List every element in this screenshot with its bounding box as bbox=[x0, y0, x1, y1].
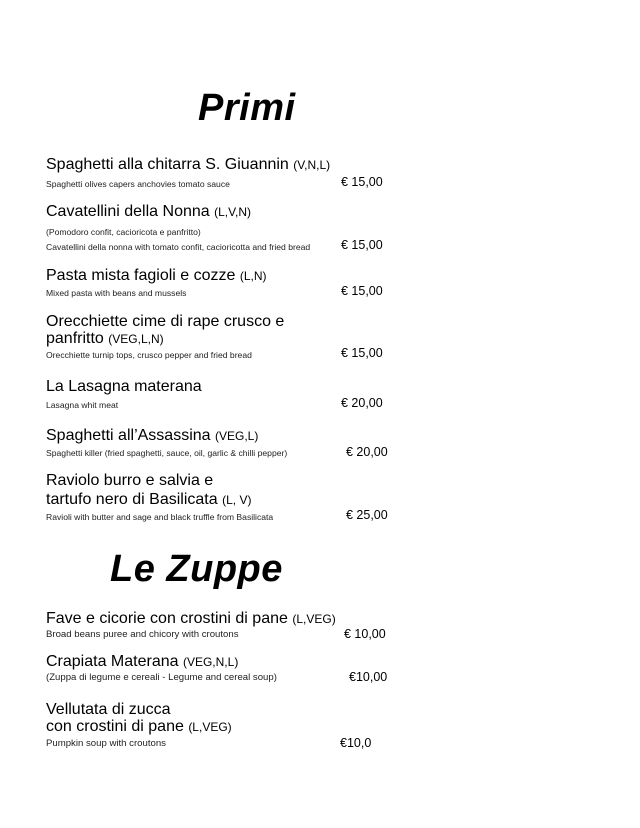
dish-price: € 20,00 bbox=[341, 396, 383, 410]
dish-description: (Zuppa di legume e cereali - Legume and cereal soup) bbox=[46, 672, 277, 683]
dietary-tags: (L,VEG) bbox=[188, 720, 232, 734]
dish-price: € 10,00 bbox=[344, 627, 386, 641]
dietary-tags: (VEG,L) bbox=[215, 429, 259, 443]
dish-name-line1: Orecchiette cime di rape crusco e bbox=[46, 313, 285, 330]
dish-description: Ravioli with butter and sage and black truffle from Basilicata bbox=[46, 512, 274, 522]
dish-description: Mixed pasta with beans and mussels bbox=[46, 288, 187, 298]
section-title-le-zuppe: Le Zuppe bbox=[110, 548, 283, 590]
dish-price: € 15,00 bbox=[341, 346, 383, 360]
dietary-tags: (L,VEG) bbox=[292, 612, 336, 626]
dietary-tags: (V,N,L) bbox=[293, 158, 331, 172]
dish-description: Cavatellini della nonna with tomato confit, cacioricotta and fried bread bbox=[46, 242, 311, 252]
dish-price: € 20,00 bbox=[346, 445, 388, 459]
dish-price: € 25,00 bbox=[346, 508, 388, 522]
dish-price: € 15,00 bbox=[341, 238, 383, 252]
dish-name-line1: Raviolo burro e salvia e bbox=[46, 472, 214, 489]
dish-description: Spaghetti olives capers anchovies tomato sauce bbox=[46, 179, 230, 189]
dish-title: panfritto bbox=[46, 330, 104, 347]
dish-name bbox=[46, 426, 258, 446]
dish-title: Fave e cicorie con crostini di pane bbox=[46, 610, 288, 627]
dietary-tags: (VEG,L,N) bbox=[108, 332, 164, 346]
dish-name bbox=[46, 266, 267, 286]
dish-title: Pasta mista fagioli e cozze bbox=[46, 267, 236, 284]
dish-description: Orecchiette turnip tops, crusco pepper and fried bread bbox=[46, 350, 252, 360]
dish-name bbox=[46, 609, 336, 629]
dish-note: (Pomodoro confit, cacioricota e panfritto) bbox=[46, 227, 201, 237]
dish-price: € 15,00 bbox=[341, 284, 383, 298]
dish-description: Broad beans puree and chicory with croutons bbox=[46, 629, 239, 640]
dish-title: Crapiata Materana bbox=[46, 653, 179, 670]
dish-name-line2 bbox=[46, 490, 251, 510]
dish-title: con crostini di pane bbox=[46, 718, 184, 735]
section-title-primi: Primi bbox=[198, 87, 296, 129]
dish-name bbox=[46, 202, 251, 222]
dish-name-line2 bbox=[46, 329, 164, 349]
dietary-tags: (L, V) bbox=[222, 493, 252, 507]
dish-price: €10,00 bbox=[349, 670, 388, 684]
dish-name-line1: Vellutata di zucca bbox=[46, 701, 171, 718]
dish-title: tartufo nero di Basilicata bbox=[46, 491, 218, 508]
dish-name bbox=[46, 652, 238, 672]
dish-price: € 15,00 bbox=[341, 175, 383, 189]
dietary-tags: (L,N) bbox=[239, 269, 267, 283]
dish-description: Spaghetti killer (fried spaghetti, sauce, oil, garlic & chilli pepper) bbox=[46, 448, 288, 458]
dish-title: Cavatellini della Nonna bbox=[46, 203, 210, 220]
dish-name: La Lasagna materana bbox=[46, 378, 202, 395]
dietary-tags: (VEG,N,L) bbox=[182, 655, 239, 669]
dish-description: Lasagna whit meat bbox=[46, 400, 119, 410]
dietary-tags: (L,V,N) bbox=[214, 205, 252, 219]
dish-description: Pumpkin soup with croutons bbox=[46, 738, 166, 749]
dish-name bbox=[46, 155, 330, 175]
dish-name-line2 bbox=[46, 717, 232, 737]
dish-price: €10,0 bbox=[340, 736, 372, 750]
dish-title: Spaghetti alla chitarra S. Giuannin bbox=[46, 156, 289, 173]
dish-title: Spaghetti all’Assassina bbox=[46, 427, 211, 444]
